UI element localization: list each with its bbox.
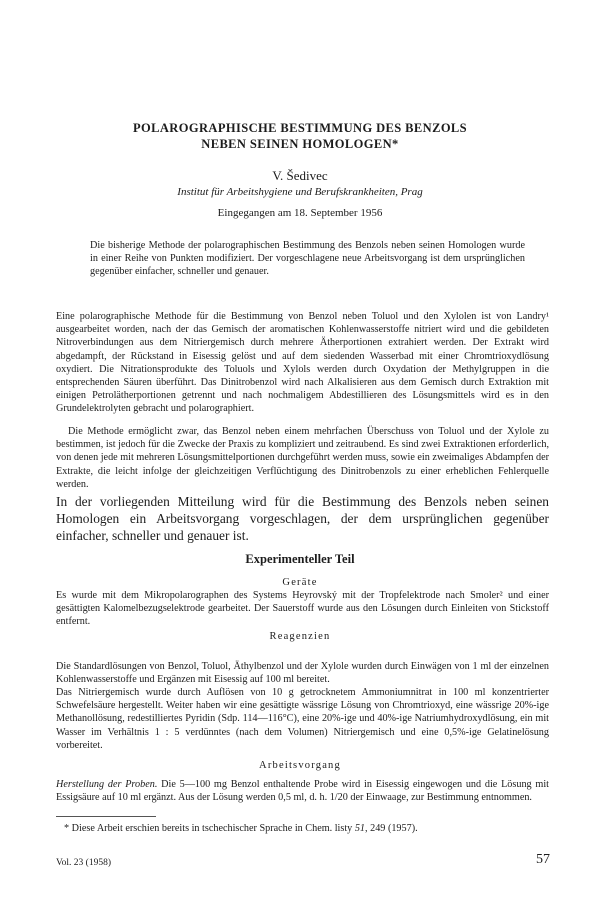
footnote-rule [56, 816, 156, 817]
section-heading-experimental: Experimenteller Teil [245, 552, 355, 566]
abstract: Die bisherige Methode der polarographischen Bestimmung des Benzols neben seinen Homologen wurde in einer Reihe von Punkten modifiziert. Der vorgeschlagene neue Arbeitsvorgang ist dem ursprünglichen gegenüber einfacher, schneller und genauer. [90, 240, 525, 278]
article-title [60, 120, 540, 152]
footnote-volume: 51 [354, 823, 366, 834]
paragraph-aim: In der vorliegenden Mitteilung wird für die Bestimmung des Benzols neben seinen Homologen ein Arbeitsvorgang vorgeschlagen, der dem ursprünglichen gegenüber einfacher, schneller und genauer ist. [56, 494, 549, 543]
paragraph-method-critique: Die Methode ermöglicht zwar, das Benzol neben einem mehrfachen Überschuss von Toluol und der Xylole zu bestimmen, ist jedoch für die Zwecke der Praxis zu kompliziert und zeitraubend. Es sind zwei Extraktionen erforderlich, von denen jede mit mehreren Lösungsmittelportionen durchgeführt werden muss, sowie ein zweimaliges Abdampfen der Extrakte, die leicht infolge der gleichzeitigen Verflüchtigung des Dinitrobenzols zu einer erheblichen Fehlerquelle werden. [56, 426, 549, 490]
title-line-2: NEBEN SEINEN HOMOLOGEN* [201, 137, 399, 151]
paragraph-reagenzien-2: Das Nitriergemisch wurde durch Auflösen von 10 g getrocknetem Ammoniumnitrat in 100 ml konzentrierter Schwefelsäure hergestellt. Weiter haben wir eine gesättigte wässrige Lösung von Chromtrioxyd, eine wässrige 20%-ige Methanollösung, redestilliertes Pyridin (Sdp. 114—116°C), eine 20%-ige und 40%-ige Natriumhydroxydlösung, ein mit Wasser im Verhältnis 1 : 5 verdünntes (nach dem Volumen) Nitriergemisch und eine 0,5%-ige Gelatinelösung vorbereitet. [56, 687, 549, 751]
subheading-reagenzien: Reagenzien [269, 631, 331, 642]
page-number: 57 [536, 852, 550, 867]
paragraph-introduction: Eine polarographische Methode für die Bestimmung von Benzol neben Toluol und den Xylolen ist von Landry¹ ausgearbeitet worden, nach der das Gemisch der aromatischen Kohlenwasserstoffe nitriert wird und die gebildeten Nitroverbindungen aus dem Nitriergemisch durch mehrere Ätherportionen extrahiert werden. Der Extrakt wird abgedampft, der Rückstand in Eisessig gelöst und auf dem siedenden Wasserbad mit einer Chromtrioxydlösung oxydiert. Die Nitrationsprodukte des Toluols und Xylols werden durch Oxydation der Methylgruppen in die entsprechenden Säuren überführt. Das Dinitrobenzol wird nach Alkalisieren aus dem Gemisch durch Extraktion mit einigen Petrolätherportionen getrennt und nach nochmaligem Abdestillieren des Lösungsmittels wird es in den Grundelektrolyten gebracht und polarographiert. [56, 311, 549, 415]
subheading-arbeitsvorgang: Arbeitsvorgang [259, 760, 341, 771]
received-date: Eingegangen am 18. September 1956 [217, 207, 383, 219]
subheading-geraete: Geräte [282, 577, 318, 588]
journal-volume: Vol. 23 (1958) [56, 858, 111, 868]
title-line-1: POLAROGRAPHISCHE BESTIMMUNG DES BENZOLS [132, 121, 468, 135]
paragraph-arbeitsvorgang-text: Die 5—100 mg Benzol enthaltende Probe wird in Eisessig eingewogen und die Lösung mit Essigsäure auf 10 ml ergänzt. Aus der Lösung werden 0,5 ml, d. h. 1/20 der Einwaage, zur Bestimmung entnommen. [56, 779, 549, 804]
paragraph-reagenzien-1: Die Standardlösungen von Benzol, Toluol, Äthylbenzol und der Xylole wurden durch Einwägen von 1 ml der einzelnen Kohlenwasserstoffe und Ergänzen mit Eisessig auf 100 ml bereitet. [56, 661, 549, 686]
footnote-citation: , 249 (1957). [365, 823, 418, 834]
paragraph-geraete: Es wurde mit dem Mikropolarographen des Systems Heyrovský mit der Tropfelektrode nach Smoler² und einer gesättigten Kalomelbezugselektrode gearbeitet. Der Sauerstoff wurde aus den Lösungen durch Einleiten von Stickstoff entfernt. [56, 590, 549, 628]
footnote [64, 822, 549, 835]
paragraph-lead-in: Herstellung der Proben. [56, 779, 158, 790]
footnote-text: * Diese Arbeit erschien bereits in tschechischer Sprache in Chem. listy [64, 823, 355, 834]
author-institute: Institut für Arbeitshygiene und Berufskrankheiten, Prag [177, 186, 423, 198]
paragraph-arbeitsvorgang [56, 778, 549, 804]
author-name: V. Šedivec [272, 168, 328, 183]
